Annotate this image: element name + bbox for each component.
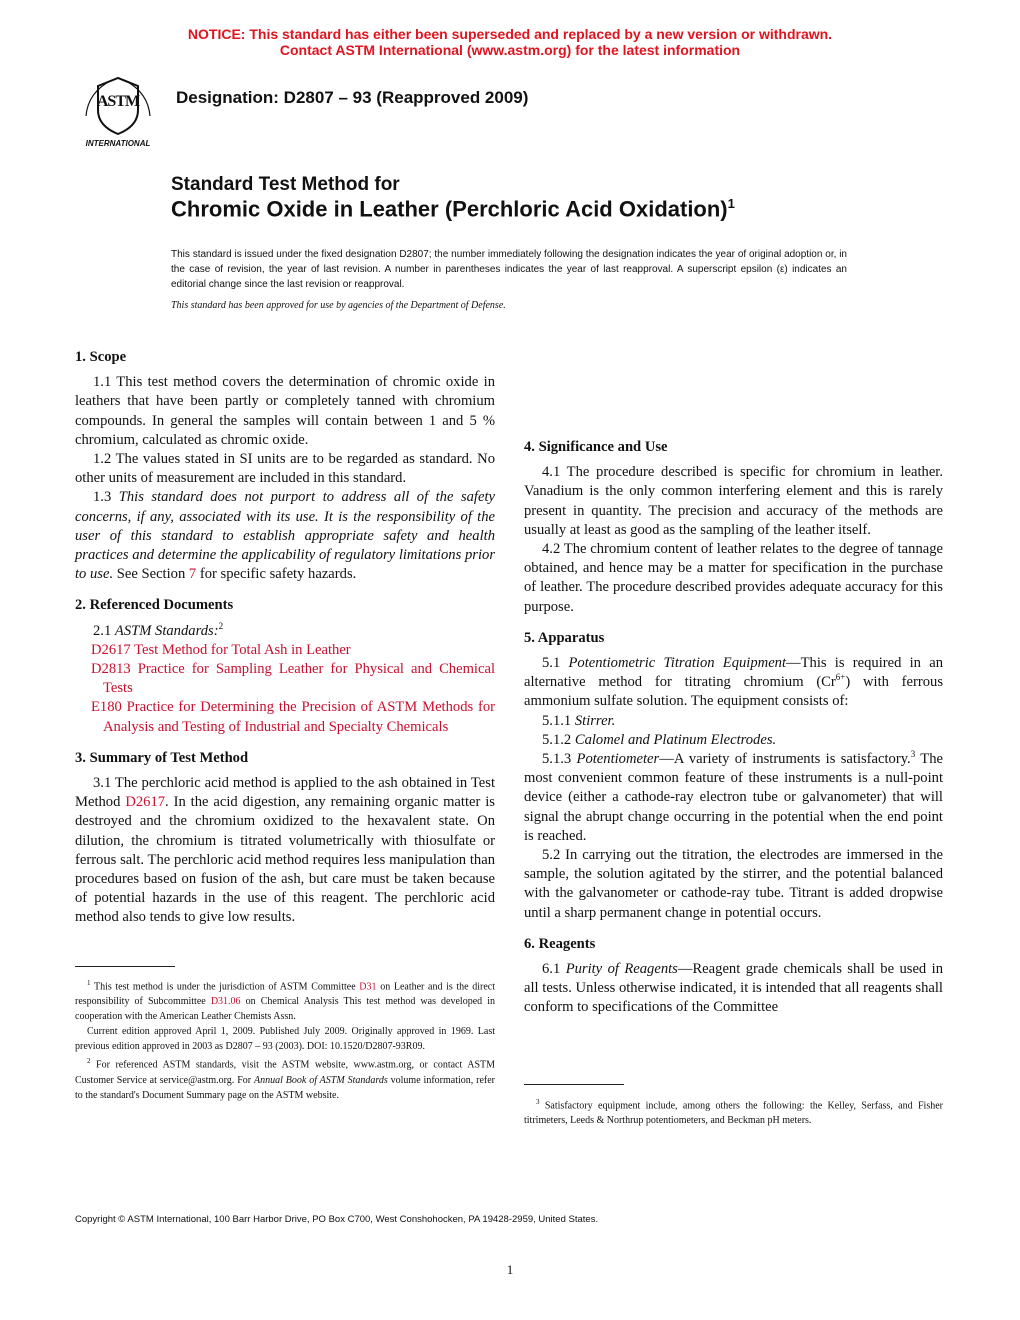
ref-code-link[interactable]: D2617 <box>91 641 131 658</box>
logo-wordmark: ASTM <box>96 93 140 110</box>
astm-logo <box>76 76 160 150</box>
footnote-rule-left <box>75 966 175 967</box>
refdocs-heading: 2. Referenced Documents <box>75 597 234 614</box>
summary-heading: 3. Summary of Test Method <box>75 749 249 766</box>
summary-3-1-b: . In the acid digestion, any remaining organic matter is destroyed and the chromium oxidized to the hexavalent state. On dilution, the chromium is titrated volumetrically with thiosulfate or ferrous salt. The perchloric acid method requires less manipulation than procedures based on fusion of the ash, but care must be taken because of potential hazards in the use of this reagent. The perchloric acid method also tends to give low results. <box>75 794 495 926</box>
footnotes-left <box>75 976 495 1103</box>
apparatus-5-1-a: —This is required in an alternative method for titrating chromium (Cr <box>524 655 943 691</box>
footnote-3 <box>524 1095 943 1128</box>
reagents-heading: 6. Reagents <box>524 935 596 952</box>
reagents-6-1 <box>524 960 943 1018</box>
footnote-3-mark: 3 <box>536 1098 540 1106</box>
subcommittee-d31-06-link[interactable]: D31.06 <box>210 996 241 1008</box>
ref-item <box>75 641 495 660</box>
footnote-1-b: on Leather and is the direct responsibility of Subcommittee <box>75 981 496 1008</box>
apparatus-5-1-3 <box>524 750 943 846</box>
ref-item <box>75 698 495 736</box>
ref-item <box>75 660 495 698</box>
footnote-2-mark: 2 <box>87 1057 91 1066</box>
significance-heading: 4. Significance and Use <box>524 439 668 455</box>
notice-banner <box>0 26 1020 58</box>
title-line-2 <box>171 196 735 222</box>
title-text: Chromic Oxide in Leather (Perchloric Acid Oxidation) <box>171 196 728 222</box>
reagents-6-1-number: 6.1 <box>542 961 561 978</box>
approved-note: This standard has been approved for use by agencies of the Department of Defense. <box>171 300 506 311</box>
apparatus-5-1-1 <box>524 712 943 731</box>
apparatus-electrodes: Calomel and Platinum Electrodes. <box>574 731 777 748</box>
logo-subtitle: INTERNATIONAL <box>85 139 151 148</box>
scope-1-3-see: See Section <box>116 566 186 583</box>
refdocs-2-1-number: 2.1 <box>93 622 112 639</box>
refdocs-2-1 <box>75 622 495 641</box>
section-7-link[interactable]: 7 <box>188 566 197 583</box>
apparatus-heading: 5. Apparatus <box>524 629 605 646</box>
footnote-1-a: This test method is under the jurisdiction of ASTM Committee <box>93 981 356 993</box>
scope-1-3-number: 1.3 <box>93 489 112 506</box>
apparatus-5-1-number: 5.1 <box>542 655 561 672</box>
apparatus-5-2: 5.2 In carrying out the titration, the electrodes are immersed in the sample, the solution agitated by the stirrer, and the potential balanced with the galvanometer or cathode-ray tube. Titrant is added dropwise until a sharp permanent change in potential occurs. <box>524 847 943 921</box>
scope-1-1: 1.1 This test method covers the determination of chromic oxide in leathers that have been partly or completely tanned with chromium compounds. In general the samples will contain between 1 and 5 % chromium, calculated as chromic oxide. <box>75 374 495 448</box>
apparatus-5-1-title: Potentiometric Titration Equipment <box>568 655 787 672</box>
committee-d31-link[interactable]: D31 <box>359 981 377 993</box>
right-column <box>524 348 943 1018</box>
footnote-1-mark: 1 <box>87 979 91 987</box>
footnote-2-a: For referenced ASTM standards, visit the ASTM website, www.astm.org, or contact ASTM Customer Service at service@astm.org. For <box>75 1059 496 1086</box>
apparatus-5-1-3-number: 5.1.3 <box>542 751 572 768</box>
footnote-rule-right <box>524 1084 624 1085</box>
apparatus-5-1-2 <box>524 731 943 750</box>
left-column <box>75 348 495 928</box>
summary-3-1-a: 3.1 The perchloric acid method is applied to the ash obtained in Test Method <box>75 775 495 811</box>
reagents-6-1-a: —Reagent grade chemicals shall be used in all tests. Unless otherwise indicated, it is intended that all reagents shall conform to specifications of the Committee <box>524 961 943 1016</box>
summary-3-1 <box>75 774 495 928</box>
d2617-link[interactable]: D2617 <box>125 794 166 811</box>
ref-title-link[interactable]: Test Method for Total Ash in Leather <box>134 641 351 658</box>
apparatus-5-1-1-number: 5.1.1 <box>542 712 572 729</box>
apparatus-5-1-b: ) with ferrous ammonium sulfate solution. The equipment consists of: <box>524 674 943 710</box>
notice-line-1: NOTICE: This standard has either been superseded and replaced by a new version or withdrawn. <box>187 26 833 42</box>
scope-1-2: 1.2 The values stated in SI units are to be regarded as standard. No other units of measurement are included in this standard. <box>75 451 495 487</box>
apparatus-potentiometer: Potentiometer <box>576 751 660 768</box>
issued-note: This standard is issued under the fixed designation D2807; the number immediately following the designation indicates the year of original adoption or, in the case of revision, the year of last revision. A number in parentheses indicates the year of last reapproval. A superscript epsilon (ε) indicates an editorial change since the last revision or reapproval. <box>171 249 847 290</box>
footnote-2-b: volume information, refer to the standard's Document Summary page on the ASTM website. <box>75 1074 496 1101</box>
ref-code-link[interactable]: E180 <box>91 699 122 716</box>
designation: Designation: D2807 – 93 (Reapproved 2009) <box>176 88 529 107</box>
copyright: Copyright © ASTM International, 100 Barr Harbor Drive, PO Box C700, West Conshohocken, PA 19428-2959, United States. <box>75 1214 599 1225</box>
apparatus-5-1-3-b: The most convenient common feature of these instruments is a null-point device (either a cathode-ray electron tube or galvanometer) that will signal the abrupt change occurring in the potential when the end point is reached. <box>524 751 943 844</box>
title-line-1: Standard Test Method for <box>171 174 400 195</box>
page-number: 1 <box>506 1262 514 1277</box>
ref-title-link[interactable]: Practice for Sampling Leather for Physical and Chemical Tests <box>103 661 495 697</box>
footnote-3-text: Satisfactory equipment include, among others the following: the Kelley, Serfass, and Fisher titrimeters, Leeds & Northrup potentiometers, and Beckman pH meters. <box>524 1100 943 1127</box>
scope-heading: 1. Scope <box>75 349 127 365</box>
ref-title-link[interactable]: Practice for Determining the Precision of ASTM Methods for Analysis and Testing of Industrial and Specialty Chemicals <box>103 699 495 735</box>
footnote-2-ref[interactable]: 2 <box>218 620 224 631</box>
apparatus-5-1 <box>524 654 943 712</box>
reagents-purity: Purity of Reagents <box>565 961 678 978</box>
title-footnote-ref[interactable]: 1 <box>727 196 735 211</box>
apparatus-5-1-2-number: 5.1.2 <box>542 731 572 748</box>
ref-code-link[interactable]: D2813 <box>91 661 131 678</box>
apparatus-5-1-3-a: —A variety of instruments is satisfactory. <box>659 751 911 768</box>
footnotes-right <box>524 1095 943 1128</box>
significance-4-1: 4.1 The procedure described is specific for chromium in leather. Vanadium is the only common interfering element and this is rarely present in quantity. The precision and accuracy of the methods are usually at least as good as the sampling of the leather itself. <box>524 464 943 538</box>
refdocs-astm-standards: ASTM Standards: <box>114 622 219 639</box>
footnote-3-ref[interactable]: 3 <box>910 749 916 760</box>
footnote-2 <box>75 1054 495 1102</box>
footnote-1 <box>75 976 495 1024</box>
scope-1-3-end: for specific safety hazards. <box>199 566 357 583</box>
footnote-1-c: on Chemical Analysis This test method was developed in cooperation with the American Leather Chemists Assn. <box>75 996 496 1023</box>
footnote-2-book: Annual Book of ASTM Standards <box>253 1074 388 1086</box>
notice-line-2: Contact ASTM International (www.astm.org) for the latest information <box>279 42 741 58</box>
scope-1-3-safety: This standard does not purport to address all of the safety concerns, if any, associated with its use. It is the responsibility of the user of this standard to establish appropriate safety and health practices and determine the applicability of regulatory limitations prior to use. <box>75 489 495 583</box>
scope-1-3 <box>75 488 495 584</box>
footnote-1-edition: Current edition approved April 1, 2009. Published July 2009. Originally approved in 1969. Last previous edition approved in 2003 as D2807 – 93 (2003). DOI: 10.1520/D2807-93R09. <box>75 1026 495 1053</box>
significance-4-2: 4.2 The chromium content of leather relates to the degree of tannage obtained, and hence may be a matter for specification in the purchase of leather. The procedure described provides adequate accuracy for this purpose. <box>524 541 943 615</box>
chromium-charge: 6+ <box>835 672 846 683</box>
apparatus-stirrer: Stirrer. <box>574 712 616 729</box>
